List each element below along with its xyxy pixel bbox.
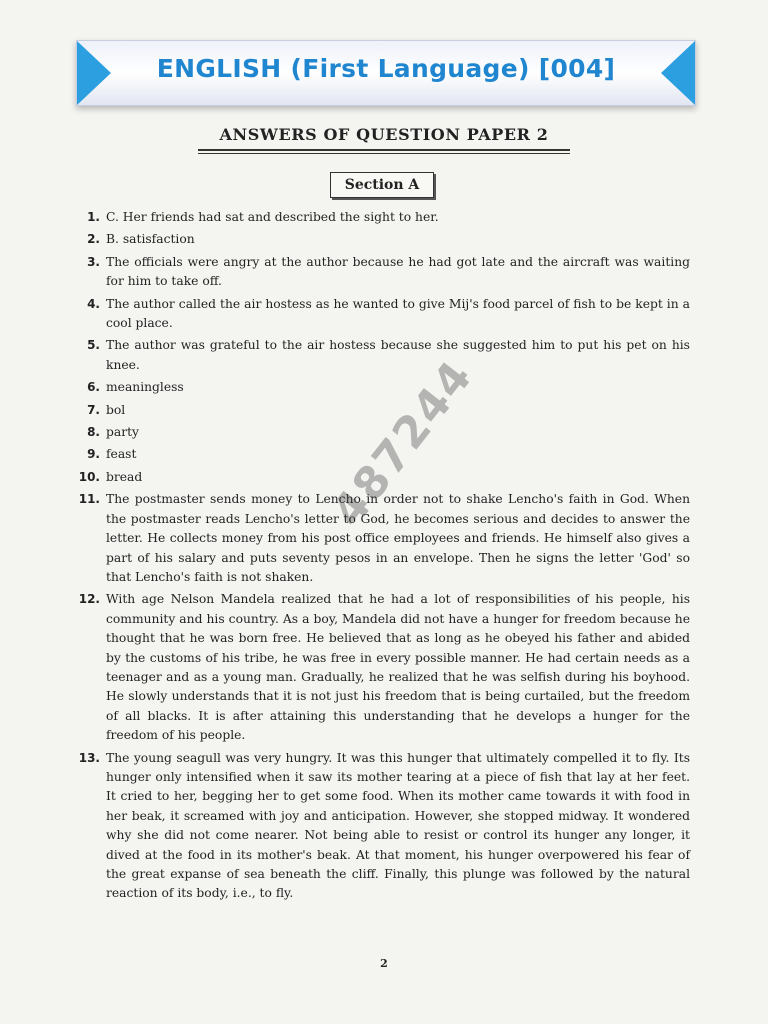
answer-text: meaningless bbox=[106, 380, 184, 395]
answer-text: bread bbox=[106, 469, 143, 484]
answer-number: 3. bbox=[87, 254, 100, 269]
answer-item bbox=[66, 230, 690, 249]
answer-text: The postmaster sends money to Lencho in order not to shake Lencho's faith in God. When the postmaster reads Lencho's letter to God, he becomes serious and decides to answer the letter. He collects money from his post office employees and friends. He himself also gives a part of his salary and puts seventy pesos in an envelope. Then he signs the letter 'God' so that Lencho's faith is not shaken. bbox=[106, 492, 690, 584]
answer-item bbox=[66, 208, 690, 227]
answer-number: 13. bbox=[78, 750, 100, 765]
answer-number: 11. bbox=[78, 492, 100, 507]
answer-number: 9. bbox=[87, 447, 100, 462]
answer-item bbox=[66, 378, 690, 397]
heading-underline bbox=[198, 149, 570, 154]
answer-text: With age Nelson Mandela realized that he had a lot of responsibilities of his people, his community and his country. As a boy, Mandela did not have a hunger for freedom because he thought that he was born free. He believed that as long as he obeyed his father and abided by the customs of his tribe, he was free in every possible manner. He had certain needs as a teenager and as a young man. Gradually, he realized that he was selfish during his boyhood. He slowly understands that it is not just his freedom that is being curtailed, but the freedom of all blacks. It is after attaining this understanding that he develops a hunger for the freedom of his people. bbox=[106, 592, 690, 743]
answer-text: The officials were angry at the author because he had got late and the aircraft was waiting for him to take off. bbox=[106, 254, 690, 289]
answer-item bbox=[66, 401, 690, 420]
answer-text: feast bbox=[106, 447, 137, 462]
answer-text: The author was grateful to the air hostess because she suggested him to put his pet on his knee. bbox=[106, 338, 690, 372]
section-label: Section A bbox=[330, 172, 434, 198]
answer-list bbox=[66, 208, 690, 907]
answer-text: bol bbox=[106, 402, 126, 417]
answer-number: 6. bbox=[87, 380, 100, 395]
answer-text: The author called the air hostess as he wanted to give Mij's food parcel of fish to be kept in a cool place. bbox=[106, 296, 690, 331]
answer-number: 4. bbox=[87, 296, 100, 311]
answer-number: 10. bbox=[78, 469, 100, 484]
title-banner bbox=[76, 40, 696, 106]
answer-item bbox=[66, 749, 690, 904]
page-heading: ANSWERS OF QUESTION PAPER 2 bbox=[219, 125, 549, 144]
answer-item bbox=[66, 295, 690, 334]
answer-number: 1. bbox=[87, 210, 100, 224]
answer-text: C. Her friends had sat and described the sight to her. bbox=[106, 210, 439, 224]
answer-item bbox=[66, 336, 690, 375]
subject-title: ENGLISH (First Language) [004] bbox=[156, 54, 616, 83]
watermark: 487244 bbox=[322, 350, 484, 537]
answer-number: 12. bbox=[78, 592, 100, 607]
answer-number: 5. bbox=[87, 338, 100, 353]
answer-item bbox=[66, 253, 690, 292]
answer-item bbox=[66, 590, 690, 745]
answer-number: 2. bbox=[87, 232, 100, 247]
answer-number: 7. bbox=[87, 402, 100, 417]
answer-text: The young seagull was very hungry. It was this hunger that ultimately compelled it to fly. Its hunger only intensified when it saw its mother tearing at a piece of fish that lay at her feet. It cried to her, begging her to get some food. When its mother came towards it with food in her beak, it screamed with joy and anticipation. However, she stopped midway. It wondered why she did not come nearer. Not being able to resist or control its hunger any longer, it dived at the food in its mother's beak. At that moment, his hunger overpowered his fear of the great expanse of sea beneath the cliff. Finally, this plunge was followed by the natural reaction of its body, i.e., to fly. bbox=[106, 750, 690, 901]
page-number: 2 bbox=[380, 957, 388, 970]
answer-text: B. satisfaction bbox=[106, 232, 195, 247]
right-triangle-decoration bbox=[661, 41, 695, 105]
answer-number: 8. bbox=[87, 425, 100, 440]
answer-text: party bbox=[106, 425, 139, 440]
